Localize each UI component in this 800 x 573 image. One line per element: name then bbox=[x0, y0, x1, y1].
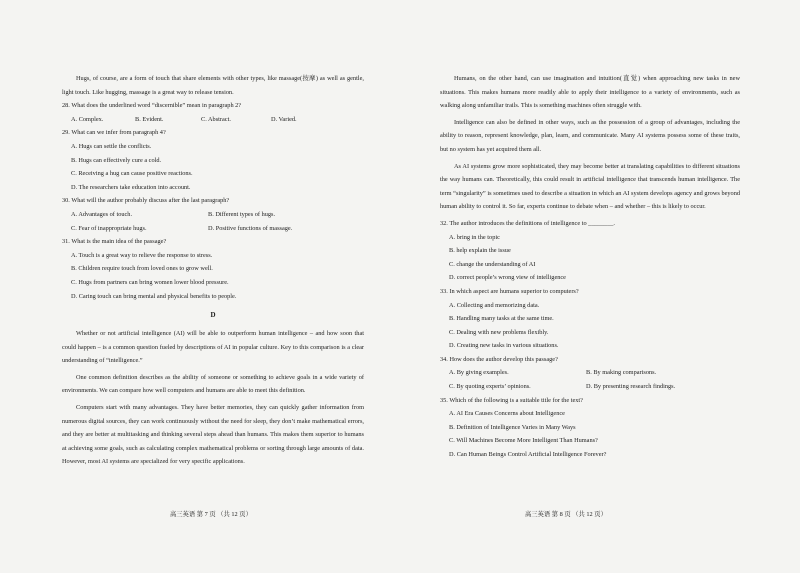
q35-option-c[interactable]: C. Will Machines Become More Intelligent Than Humans? bbox=[449, 437, 598, 445]
passage-d-paragraph-6: As AI systems grow more sophisticated, they may become better at translating capabilities to different situations the way humans can. Theoretically, this could result in artificial intelligence that transcends human intelligence. The term “singularity” is sometimes used to describe a situation in which an AI system develops agency and grows beyond human ability to control it. So far, experts continue to debate when – and whether – this is likely to occur. bbox=[440, 162, 740, 211]
passage-d-paragraph-5: Intelligence can also be defined in other ways, such as the possession of a group of advantages, including the ability to reason, represent knowledge, plan, learn, and communicate. Many AI systems possess some of these traits, but no system has yet acquired them all. bbox=[440, 118, 740, 153]
section-d-heading: D bbox=[210, 311, 216, 320]
q31-option-a[interactable]: A. Touch is a great way to relieve the response to stress. bbox=[71, 251, 213, 259]
question-29-stem: 29. What can we infer from paragraph 4? bbox=[62, 129, 166, 137]
q29-option-a[interactable]: A. Hugs can settle the conflicts. bbox=[71, 142, 152, 150]
question-31-stem: 31. What is the main idea of the passage? bbox=[62, 238, 167, 246]
q29-option-b[interactable]: B. Hugs can effectively cure a cold. bbox=[71, 156, 162, 164]
q29-option-d[interactable]: D. The researchers take education into account. bbox=[71, 183, 191, 191]
question-30-options-row2 bbox=[62, 222, 364, 236]
right-page-footer: 高三英语 第 8 页 （共 12 页） bbox=[525, 511, 607, 518]
q29-option-c[interactable]: C. Receiving a hug can cause positive reactions. bbox=[71, 170, 193, 178]
question-33-stem: 33. In which aspect are humans superior to computers? bbox=[440, 287, 579, 295]
left-page-footer: 高三英语 第 7 页 （共 12 页） bbox=[170, 511, 252, 518]
q34-option-c[interactable]: C. By quoting experts’ opinions. bbox=[449, 383, 531, 391]
right-page-content bbox=[440, 72, 740, 462]
q30-option-b[interactable]: B. Different types of hugs. bbox=[208, 210, 276, 218]
q28-option-b[interactable]: B. Evident. bbox=[135, 115, 164, 123]
right-page bbox=[400, 0, 800, 573]
question-34-stem: 34. How does the author develop this passage? bbox=[440, 355, 558, 363]
question-32-stem: 32. The author introduces the definitions of intelligence to ________. bbox=[440, 219, 615, 227]
passage-d-paragraph-3: Computers start with many advantages. They have better memories, they can quickly gather information from numerous digital sources, they can work continuously without the need for sleep, they don’t make mathematical errors, and they are better at multitasking and thinking several steps ahead than humans. This makes them superior to humans at achieving some goals, such as calculating complex mathematical problems or sorting through large amounts of data. However, most AI systems are specialized for very specific applications. bbox=[62, 404, 364, 466]
q34-option-b[interactable]: B. By making comparisons. bbox=[586, 369, 657, 377]
q32-option-d[interactable]: D. correct people’s wrong view of intelligence bbox=[449, 274, 566, 282]
passage-d-paragraph-2: One common definition describes as the ability of someone or something to achieve goals in a wide variety of environments. We can compare how well computers and humans are able to meet this definition. bbox=[62, 373, 364, 395]
q31-option-c[interactable]: C. Hugs from partners can bring women lower blood pressure. bbox=[71, 278, 229, 286]
left-page-content bbox=[62, 72, 364, 469]
q28-option-c[interactable]: C. Abstract. bbox=[201, 115, 231, 123]
q35-option-a[interactable]: A. AI Era Causes Concerns about Intelligence bbox=[449, 410, 565, 418]
q31-option-d[interactable]: D. Caring touch can bring mental and physical benefits to people. bbox=[71, 292, 237, 300]
question-34-options-row2 bbox=[440, 380, 740, 394]
q35-option-d[interactable]: D. Can Human Beings Control Artificial Intelligence Forever? bbox=[449, 451, 607, 459]
q33-option-d[interactable]: D. Creating new tasks in various situations. bbox=[449, 342, 559, 350]
q30-option-d[interactable]: D. Positive functions of massage. bbox=[208, 224, 293, 232]
q35-option-b[interactable]: B. Definition of Intelligence Varies in Many Ways bbox=[449, 423, 576, 431]
q33-option-b[interactable]: B. Handling many tasks at the same time. bbox=[449, 315, 554, 323]
question-30-options-row1 bbox=[62, 208, 364, 222]
question-30-stem: 30. What will the author probably discuss after the last paragraph? bbox=[62, 197, 230, 205]
q28-option-d[interactable]: D. Varied. bbox=[271, 115, 297, 123]
q32-option-a[interactable]: A. bring in the topic bbox=[449, 233, 500, 241]
q34-option-d[interactable]: D. By presenting research findings. bbox=[586, 383, 676, 391]
question-35-stem: 35. Which of the following is a suitable title for the text? bbox=[440, 396, 583, 404]
passage-d-paragraph-1: Whether or not artificial intelligence (AI) will be able to outperform human intelligence – and how soon that could happen – is a common question fueled by descriptions of AI in popular culture. Key to this comparison is a clear understanding of “intelligence.” bbox=[62, 330, 364, 365]
q34-option-a[interactable]: A. By giving examples. bbox=[449, 369, 509, 377]
passage-d-paragraph-4: Humans, on the other hand, can use imagination and intuition(直觉) when approaching new tasks in new situations. This makes humans more readily able to apply their intelligence to a variety of environments, such as walking along unfamiliar trails. This is something machines often struggle with. bbox=[440, 75, 740, 110]
question-28-stem: 28. What does the underlined word “discernible” mean in paragraph 2? bbox=[62, 102, 242, 110]
q30-option-c[interactable]: C. Fear of inappropriate hugs. bbox=[71, 224, 147, 232]
intro-paragraph: Hugs, of course, are a form of touch that share elements with other types, like massage(按摩) as well as gentle, light touch. Like hugging, massage is a great way to release tension. bbox=[62, 75, 364, 96]
q28-option-a[interactable]: A. Complex. bbox=[71, 115, 104, 123]
q31-option-b[interactable]: B. Children require touch from loved ones to grow well. bbox=[71, 265, 213, 273]
q30-option-a[interactable]: A. Advantages of touch. bbox=[71, 210, 133, 218]
question-34-options-row1 bbox=[440, 366, 740, 380]
question-28-options bbox=[62, 113, 364, 127]
q33-option-a[interactable]: A. Collecting and memorizing data. bbox=[449, 301, 540, 309]
q33-option-c[interactable]: C. Dealing with new problems flexibly. bbox=[449, 328, 549, 336]
q32-option-c[interactable]: C. change the understanding of AI bbox=[449, 260, 536, 268]
q32-option-b[interactable]: B. help explain the issue bbox=[449, 247, 511, 255]
